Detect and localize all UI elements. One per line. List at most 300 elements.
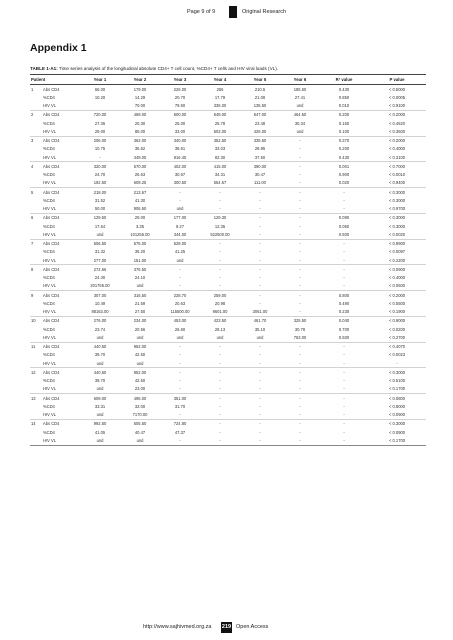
table-cell: - <box>343 412 345 418</box>
table-cell: 23.74 <box>94 326 106 332</box>
table-cell: - <box>219 412 221 418</box>
table-cell: 461.70 <box>240 316 280 325</box>
table-cell: 30.47 <box>254 172 266 178</box>
table-cell: 9.27 <box>176 223 184 229</box>
measure-label: HIV VL <box>43 154 56 160</box>
table-cell: 30.67 <box>174 172 186 178</box>
page-footer <box>0 622 453 634</box>
table-cell: 720.00 <box>80 110 120 119</box>
table-cell: 316.50 <box>120 291 160 300</box>
table-cell: - <box>200 394 240 403</box>
table-cell: - <box>343 352 345 358</box>
table-cell: 42.50 <box>134 352 146 358</box>
table-cell: 272.66 <box>80 265 120 274</box>
table-cell: - <box>179 360 181 366</box>
measure-label: %CD4 <box>43 275 55 281</box>
table-cell: 228.70 <box>160 291 200 300</box>
table-cell: 570.00 <box>120 162 160 171</box>
table-cell: 0.040 <box>320 316 368 325</box>
patient-id: 2 <box>30 110 42 119</box>
table-cell: - <box>299 231 301 237</box>
table-cell: - <box>259 257 261 263</box>
table-cell: - <box>179 378 181 384</box>
table-cell: 3.35 <box>136 223 144 229</box>
table-cell: < 0.0023 <box>388 352 406 358</box>
table-row <box>30 282 426 291</box>
patient-id <box>30 333 42 342</box>
table-cell: 440.50 <box>80 342 120 351</box>
table-cell: 35.10 <box>254 326 266 332</box>
table-cell: - <box>200 188 240 197</box>
table-row <box>30 299 426 307</box>
table-cell: < 0.3000 <box>368 368 426 377</box>
table-cell: 453.00 <box>160 316 200 325</box>
table-cell: 502.00 <box>213 128 227 134</box>
table-cell: 469.00 <box>120 110 160 119</box>
table-cell: - <box>299 257 301 263</box>
table-cell: - <box>240 291 280 300</box>
table-cell: - <box>259 231 261 237</box>
table-cell: 647.00 <box>240 110 280 119</box>
table-cell: - <box>219 360 221 366</box>
table-cell: - <box>299 352 301 358</box>
table-cell: - <box>160 368 200 377</box>
table-cell: 33.31 <box>94 403 106 409</box>
table-row <box>30 436 426 445</box>
patient-id <box>30 299 42 307</box>
patient-id <box>30 102 42 111</box>
table-cell: - <box>343 386 345 392</box>
patient-id: 1 <box>30 85 42 94</box>
article-category: Original Research <box>242 9 287 15</box>
table-row <box>30 196 426 204</box>
table-row <box>30 428 426 436</box>
table-cell: - <box>299 300 301 306</box>
table-row <box>30 239 426 248</box>
table-cell: - <box>299 403 301 409</box>
table-row <box>30 411 426 420</box>
table-cell: 0.100 <box>338 128 350 134</box>
table-cell: und <box>80 436 120 445</box>
table-caption-label: TABLE 1-A1: <box>30 66 58 71</box>
table-cell: < 0.1700 <box>368 436 426 445</box>
table-cell: - <box>259 283 261 289</box>
table-cell: 27.36 <box>94 120 106 126</box>
table-cell: - <box>320 188 368 197</box>
table-cell: 129.30 <box>200 213 240 222</box>
table-row <box>30 145 426 153</box>
table-cell: und <box>136 334 144 340</box>
measure-label: %CD4 <box>43 146 55 152</box>
table-cell: 210.5 <box>240 85 280 94</box>
table-cell: 179.00 <box>120 85 160 94</box>
table-row <box>30 171 426 179</box>
table-cell: und <box>96 386 104 392</box>
table-cell: 0.160 <box>338 120 350 126</box>
table-row <box>30 102 426 111</box>
table-cell: - <box>299 172 301 178</box>
table-cell: 390.00 <box>240 162 280 171</box>
table-row <box>30 85 426 94</box>
table-row <box>30 291 426 300</box>
table-cell: < 0.1700 <box>388 386 406 392</box>
table-cell: - <box>160 188 200 197</box>
table-cell: 31.70 <box>174 403 186 409</box>
table-cell: 111.00 <box>254 180 266 186</box>
table-cell: 25.78 <box>214 120 226 126</box>
table-row <box>30 110 426 119</box>
table-cell: 218.00 <box>80 188 120 197</box>
table-cell: 506.50 <box>80 239 120 248</box>
measure-label: %CD4 <box>43 378 55 384</box>
header-divider-block <box>229 6 237 18</box>
table-cell: - <box>320 265 368 274</box>
table-cell: 0.090 <box>320 213 368 222</box>
table-cell: - <box>219 206 221 212</box>
table-cell: 376.50 <box>120 265 160 274</box>
table-row <box>30 188 426 197</box>
table-cell: - <box>219 429 221 435</box>
patient-id <box>30 205 42 214</box>
table-row <box>30 274 426 282</box>
table-cell: 609.00 <box>80 394 120 403</box>
table-cell: 185.50 <box>280 85 320 94</box>
table-row <box>30 162 426 171</box>
table-cell: < 0.3000 <box>368 419 426 428</box>
table-row <box>30 308 426 317</box>
table-cell: 37.50 <box>254 154 266 160</box>
table-cell: < 0.0200 <box>388 326 406 332</box>
table-cell: 276.00 <box>80 316 120 325</box>
table-cell: < 0.0010 <box>388 172 406 178</box>
measure-label: Abs CD4 <box>42 419 80 428</box>
table-cell: und <box>216 334 224 340</box>
table-cell: und <box>96 231 104 237</box>
table-cell: 27.41 <box>294 94 306 100</box>
table-cell: < 0.4520 <box>388 120 406 126</box>
table-cell: - <box>343 206 345 212</box>
table-cell: - <box>299 283 301 289</box>
table-cell: - <box>280 368 320 377</box>
table-cell: - <box>320 436 368 445</box>
table-cell: 66.00 <box>80 85 120 94</box>
table-cell: 20.98 <box>214 300 226 306</box>
table-cell: 25.00 <box>174 120 186 126</box>
table-cell: - <box>259 378 261 384</box>
table-row <box>30 179 426 188</box>
table-cell: - <box>219 403 221 409</box>
table-cell: < 0.1900 <box>388 309 406 315</box>
table-row <box>30 351 426 359</box>
table-cell: 426.00 <box>253 128 267 134</box>
table-cell: - <box>280 291 320 300</box>
table-cell: 0.230 <box>338 309 350 315</box>
table-cell: 26.63 <box>134 172 146 178</box>
table-cell: 0.850 <box>338 94 350 100</box>
table-row <box>30 230 426 239</box>
table-cell: - <box>343 275 345 281</box>
table-cell: 36.20 <box>134 249 146 255</box>
table-cell: und <box>136 283 144 289</box>
table-cell: - <box>280 239 320 248</box>
patient-id <box>30 436 42 445</box>
table-cell: 440.50 <box>80 368 120 377</box>
measure-label: %CD4 <box>43 429 55 435</box>
table-cell: < 0.2000 <box>368 110 426 119</box>
table-cell: und <box>96 412 104 418</box>
table-cell: 336.00 <box>213 103 227 109</box>
table-cell: < 0.0097 <box>388 249 406 255</box>
table-cell: 21.59 <box>134 300 146 306</box>
table-cell: 0.700 <box>338 326 350 332</box>
table-cell: 20.30 <box>134 120 146 126</box>
table-cell: 0.200 <box>338 146 350 152</box>
table-cell: 0.370 <box>320 136 368 145</box>
table-cell: 609.25 <box>133 180 147 186</box>
table-cell: 151.00 <box>133 257 147 263</box>
table-cell: - <box>259 360 261 366</box>
measure-label: HIV VL <box>43 283 56 289</box>
table-cell: 201765.00 <box>90 283 110 289</box>
table-caption <box>30 66 278 71</box>
patient-id <box>30 230 42 239</box>
table-cell: 496.00 <box>120 394 160 403</box>
table-cell: - <box>259 429 261 435</box>
table-cell: 277.00 <box>93 257 107 263</box>
measure-label: Abs CD4 <box>42 188 80 197</box>
table-cell: - <box>280 136 320 145</box>
table-cell: < 0.5000 <box>368 85 426 94</box>
table-cell: 47.37 <box>174 429 186 435</box>
table-cell: < 0.3000 <box>368 188 426 197</box>
table-cell: < 0.3600 <box>388 128 406 134</box>
table-cell: 28.13 <box>214 326 226 332</box>
measure-label: Abs CD4 <box>42 213 80 222</box>
table-cell: - <box>320 342 368 351</box>
table-cell: 605.50 <box>120 419 160 428</box>
table-cell: und <box>96 360 104 366</box>
table-cell: 449.00 <box>133 154 147 160</box>
table-cell: 256 <box>200 85 240 94</box>
table-cell: 992.50 <box>80 419 120 428</box>
table-cell: 101255.00 <box>130 231 150 237</box>
table-cell: - <box>343 197 345 203</box>
table-cell: < 0.0500 <box>388 283 406 289</box>
table-cell: - <box>160 265 200 274</box>
patient-id: 7 <box>30 239 42 248</box>
table-cell: 0.430 <box>338 154 350 160</box>
table-cell: < 0.5500 <box>388 300 406 306</box>
measure-label: Abs CD4 <box>42 85 80 94</box>
table-cell: - <box>240 419 280 428</box>
table-cell: - <box>160 342 200 351</box>
table-cell: 0.050 <box>338 223 350 229</box>
column-header: Year 6 <box>280 75 320 85</box>
table-cell: - <box>179 283 181 289</box>
table-cell: 320.00 <box>80 162 120 171</box>
table-cell: - <box>179 352 181 358</box>
table-cell: - <box>343 429 345 435</box>
table-cell: 528.00 <box>160 239 200 248</box>
table-cell: 21.08 <box>254 94 266 100</box>
table-cell: - <box>240 188 280 197</box>
patient-id: 5 <box>30 188 42 197</box>
table-cell: - <box>299 223 301 229</box>
table-row <box>30 402 426 410</box>
page-indicator: Page 9 of 9 <box>187 9 216 15</box>
table-cell: - <box>280 342 320 351</box>
table-cell: - <box>240 265 280 274</box>
table-cell: - <box>259 206 261 212</box>
patient-id <box>30 359 42 368</box>
table-cell: - <box>280 188 320 197</box>
measure-label: HIV VL <box>43 103 56 109</box>
table-cell: 17.79 <box>214 94 226 100</box>
patient-id <box>30 402 42 410</box>
table-cell: 554.67 <box>213 180 227 186</box>
table-cell: - <box>240 239 280 248</box>
table-cell: < 0.7000 <box>368 162 426 171</box>
patient-id: 6 <box>30 213 42 222</box>
table-cell: - <box>219 386 221 392</box>
table-cell: - <box>320 419 368 428</box>
table-cell: 24.30 <box>94 275 106 281</box>
measure-label: %CD4 <box>43 223 55 229</box>
table-cell: 0.001 <box>320 162 368 171</box>
measure-label: HIV VL <box>43 257 56 263</box>
table-row <box>30 394 426 403</box>
table-cell: 3061.00 <box>252 309 268 315</box>
table-row <box>30 93 426 101</box>
patient-id <box>30 325 42 333</box>
table-cell: - <box>200 436 240 445</box>
table-cell: 70.00 <box>134 103 146 109</box>
table-cell: - <box>299 386 301 392</box>
measure-label: %CD4 <box>43 172 55 178</box>
table-cell: 0.500 <box>338 231 350 237</box>
table-cell <box>80 102 120 111</box>
table-cell: 522500.00 <box>210 231 230 237</box>
table-cell: 916.40 <box>173 154 187 160</box>
table-cell: 33.00 <box>174 128 186 134</box>
table-cell: < 0.9000 <box>368 316 426 325</box>
table-cell: - <box>179 386 181 392</box>
measure-label: Abs CD4 <box>42 239 80 248</box>
table-cell: 952.00 <box>120 368 160 377</box>
table-cell: 28.95 <box>254 146 266 152</box>
table-cell: - <box>160 436 200 445</box>
table-header-row <box>30 75 426 85</box>
patient-id <box>30 196 42 204</box>
table-cell: < 0.5100 <box>388 378 406 384</box>
patient-id <box>30 248 42 256</box>
patient-id: 9 <box>30 291 42 300</box>
table-cell: - <box>299 180 301 186</box>
appendix-heading: Appendix 1 <box>30 42 87 54</box>
patient-id <box>30 377 42 385</box>
table-cell: < 0.3000 <box>388 223 406 229</box>
journal-url[interactable]: http://www.sajhivmed.org.za <box>143 624 212 630</box>
table-row <box>30 377 426 385</box>
table-cell: < 0.0005 <box>388 94 406 100</box>
column-header: Patient <box>30 75 42 85</box>
table-cell: - <box>396 360 398 366</box>
table-row <box>30 119 426 127</box>
table-cell: und <box>176 334 184 340</box>
page-header <box>0 6 453 20</box>
column-header: Year 4 <box>200 75 240 85</box>
patient-id <box>30 179 42 188</box>
table-cell: 177.00 <box>160 213 200 222</box>
table-cell: < 0.0020 <box>388 231 406 237</box>
table-cell: 14.29 <box>134 94 146 100</box>
table-cell: 50.00 <box>94 206 106 212</box>
table-cell: - <box>200 419 240 428</box>
table-cell: - <box>259 412 261 418</box>
measure-label: Abs CD4 <box>42 316 80 325</box>
table-cell: - <box>219 257 221 263</box>
table-cell: 33.03 <box>214 146 226 152</box>
table-cell: 20.56 <box>134 326 146 332</box>
patient-id: 14 <box>30 419 42 428</box>
table-cell: 23.48 <box>254 120 266 126</box>
table-cell: 23.00 <box>134 386 146 392</box>
table-cell: - <box>259 197 261 203</box>
table-row <box>30 222 426 230</box>
patient-id <box>30 171 42 179</box>
table-cell: 213.67 <box>120 188 160 197</box>
table-row <box>30 316 426 325</box>
table-cell: 24.70 <box>94 172 106 178</box>
table-cell: 335.50 <box>240 136 280 145</box>
patient-id <box>30 308 42 317</box>
table-cell: 129.50 <box>80 213 120 222</box>
table-cell: - <box>259 386 261 392</box>
table-cell: - <box>219 197 221 203</box>
table-cell: 30.78 <box>294 326 306 332</box>
table-cell: 0.800 <box>320 291 368 300</box>
column-header <box>42 75 80 85</box>
table-cell: - <box>219 352 221 358</box>
table-cell: und <box>296 103 304 109</box>
table-cell: < 0.9900 <box>368 239 426 248</box>
table-cell: 38.61 <box>174 146 186 152</box>
measure-label: Abs CD4 <box>42 394 80 403</box>
table-cell: - <box>320 394 368 403</box>
table-cell: 10.20 <box>94 94 106 100</box>
measure-label: HIV VL <box>43 180 56 186</box>
table-cell: 12.35 <box>214 223 226 229</box>
table-row <box>30 256 426 265</box>
table-cell: < 0.3000 <box>368 213 426 222</box>
table-cell: - <box>280 213 320 222</box>
table-cell: 344.00 <box>173 231 187 237</box>
table-cell: 575.00 <box>120 239 160 248</box>
table-cell: 29.00 <box>94 128 106 134</box>
table-cell: - <box>200 239 240 248</box>
patient-id: 3 <box>30 136 42 145</box>
table-cell: - <box>240 213 280 222</box>
table-cell: 39.70 <box>94 378 106 384</box>
table-cell: - <box>343 403 345 409</box>
table-row <box>30 213 426 222</box>
column-header: P value <box>368 75 426 85</box>
measure-label: HIV VL <box>43 231 56 237</box>
table-cell: - <box>219 275 221 281</box>
table-cell: 0.430 <box>320 85 368 94</box>
table-cell: 423.50 <box>200 316 240 325</box>
table-cell: 340.00 <box>160 136 200 145</box>
